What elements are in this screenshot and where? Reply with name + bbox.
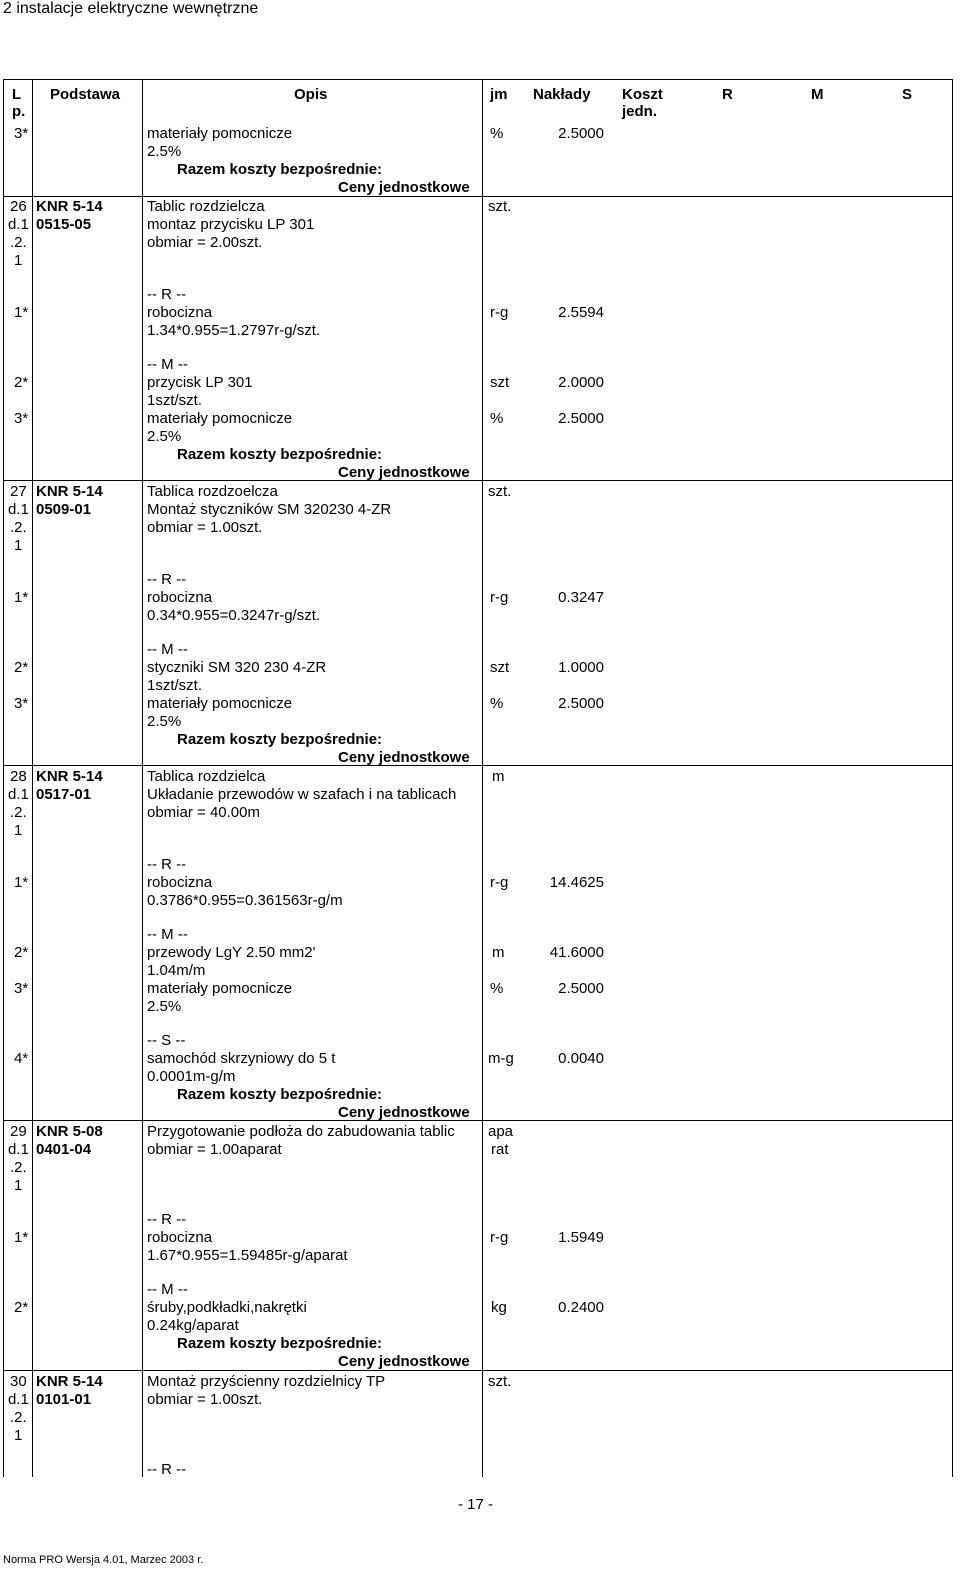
item-one: 1 bbox=[14, 537, 23, 554]
desc-2: Układanie przewodów w szafach i na tablicach bbox=[147, 786, 457, 803]
col-podstawa: Podstawa bbox=[50, 86, 121, 103]
row-divider bbox=[3, 1120, 953, 1121]
r-marker: -- R -- bbox=[147, 571, 187, 588]
table-right-border bbox=[952, 79, 953, 1477]
desc-2: obmiar = 1.00aparat bbox=[147, 1141, 282, 1158]
item-d1: d.1 bbox=[8, 1141, 29, 1158]
norm: 2.5% bbox=[147, 143, 182, 160]
m-marker: -- M -- bbox=[147, 926, 188, 943]
desc-1: Tablic rozdzielcza bbox=[147, 198, 265, 215]
m-value: 2.0000 bbox=[558, 374, 604, 391]
col-koszt: Koszt bbox=[622, 86, 663, 103]
m-name: śruby,podkładki,nakrętki bbox=[147, 1299, 307, 1316]
desc-1: Przygotowanie podłoża do zabudowania tablic bbox=[147, 1123, 455, 1140]
unit: % bbox=[490, 125, 504, 142]
lp: 3* bbox=[14, 980, 29, 997]
r-name: robocizna bbox=[147, 589, 213, 606]
m-unit: szt bbox=[490, 659, 510, 676]
value: 2.5000 bbox=[558, 125, 604, 142]
document-header: 2 instalacje elektryczne wewnętrzne bbox=[3, 0, 259, 17]
item-one: 1 bbox=[14, 1427, 23, 1444]
r-value: 14.4625 bbox=[549, 874, 604, 891]
m-marker: -- M -- bbox=[147, 641, 188, 658]
mat-name: materiały pomocnicze bbox=[147, 410, 293, 427]
desc-1: Tablica rozdzielca bbox=[147, 768, 266, 785]
item-one: 1 bbox=[14, 1177, 23, 1194]
item-number: 29 bbox=[10, 1123, 27, 1140]
knr: KNR 5-14 bbox=[36, 768, 103, 785]
m-unit: m bbox=[492, 944, 505, 961]
col-jm: jm bbox=[490, 86, 508, 103]
item-d2: .2. bbox=[10, 804, 27, 821]
m-value: 41.6000 bbox=[549, 944, 604, 961]
razem-label: Razem koszty bezpośrednie: bbox=[177, 446, 383, 463]
r-unit: r-g bbox=[490, 874, 509, 891]
lp: 2* bbox=[14, 659, 29, 676]
r-value: 1.5949 bbox=[558, 1229, 604, 1246]
item-d2: .2. bbox=[10, 519, 27, 536]
lp: 1* bbox=[14, 589, 29, 606]
table-left-border bbox=[3, 79, 4, 1477]
r-unit: r-g bbox=[490, 589, 509, 606]
table-top-border bbox=[3, 79, 953, 80]
col-naklady: Nakłady bbox=[533, 86, 591, 103]
mat-value: 2.5000 bbox=[558, 695, 604, 712]
lp: 1* bbox=[14, 1229, 29, 1246]
desc-3: obmiar = 2.00szt. bbox=[147, 234, 263, 251]
col-opis: Opis bbox=[294, 86, 328, 103]
column-divider bbox=[32, 79, 33, 1477]
r-norm: 1.67*0.955=1.59485r-g/aparat bbox=[147, 1247, 348, 1264]
lp: 3* bbox=[14, 695, 29, 712]
col-lp: L bbox=[12, 86, 22, 103]
m-value: 0.2400 bbox=[558, 1299, 604, 1316]
mat-name: materiały pomocnicze bbox=[147, 695, 293, 712]
desc: materiały pomocnicze bbox=[147, 125, 293, 142]
item-number: 26 bbox=[10, 198, 27, 215]
row-divider bbox=[3, 196, 953, 197]
mat-norm: 2.5% bbox=[147, 428, 182, 445]
razem-label: Razem koszty bezpośrednie: bbox=[177, 1086, 383, 1103]
lp: 1* bbox=[14, 874, 29, 891]
footer-note: Norma PRO Wersja 4.01, Marzec 2003 r. bbox=[3, 1554, 204, 1566]
m-norm: 0.24kg/aparat bbox=[147, 1317, 239, 1334]
r-marker: -- R -- bbox=[147, 856, 187, 873]
item-one: 1 bbox=[14, 252, 23, 269]
mat-value: 2.5000 bbox=[558, 980, 604, 997]
r-marker: -- R -- bbox=[147, 1461, 187, 1478]
desc-1: Tablica rozdzoelcza bbox=[147, 483, 278, 500]
desc-3: obmiar = 40.00m bbox=[147, 804, 260, 821]
item-d2: .2. bbox=[10, 1409, 27, 1426]
r-name: robocizna bbox=[147, 304, 213, 321]
item-one: 1 bbox=[14, 822, 23, 839]
ceny-label: Ceny jednostkowe bbox=[338, 1104, 470, 1121]
m-marker: -- M -- bbox=[147, 356, 188, 373]
knr-code: 0515-05 bbox=[36, 216, 92, 233]
unit: szt. bbox=[488, 483, 512, 500]
item-d1: d.1 bbox=[8, 216, 29, 233]
r-value: 2.5594 bbox=[558, 304, 604, 321]
unit-2: rat bbox=[491, 1141, 509, 1158]
lp: 1* bbox=[14, 304, 29, 321]
item-number: 28 bbox=[10, 768, 27, 785]
col-r: R bbox=[722, 86, 733, 103]
col-s: S bbox=[902, 86, 913, 103]
knr: KNR 5-14 bbox=[36, 1373, 103, 1390]
ceny-label: Ceny jednostkowe bbox=[338, 1353, 470, 1370]
mat-value: 2.5000 bbox=[558, 410, 604, 427]
s-value: 0.0040 bbox=[558, 1050, 604, 1067]
lp: 3* bbox=[14, 125, 29, 142]
m-name: przewody LgY 2.50 mm2' bbox=[147, 944, 316, 961]
m-name: przycisk LP 301 bbox=[147, 374, 253, 391]
s-unit: m-g bbox=[488, 1050, 514, 1067]
m-value: 1.0000 bbox=[558, 659, 604, 676]
mat-norm: 2.5% bbox=[147, 998, 182, 1015]
mat-name: materiały pomocnicze bbox=[147, 980, 293, 997]
desc-3: obmiar = 1.00szt. bbox=[147, 519, 263, 536]
mat-unit: % bbox=[490, 695, 504, 712]
knr-code: 0517-01 bbox=[36, 786, 92, 803]
item-d1: d.1 bbox=[8, 1391, 29, 1408]
m-marker: -- M -- bbox=[147, 1281, 188, 1298]
m-name: styczniki SM 320 230 4-ZR bbox=[147, 659, 327, 676]
s-marker: -- S -- bbox=[147, 1032, 186, 1049]
desc-2: obmiar = 1.00szt. bbox=[147, 1391, 263, 1408]
unit: apa bbox=[488, 1123, 514, 1140]
s-name: samochód skrzyniowy do 5 t bbox=[147, 1050, 336, 1067]
col-m: M bbox=[811, 86, 824, 103]
r-unit: r-g bbox=[490, 304, 509, 321]
m-unit: szt bbox=[490, 374, 510, 391]
m-unit: kg bbox=[491, 1299, 507, 1316]
knr: KNR 5-08 bbox=[36, 1123, 103, 1140]
item-number: 30 bbox=[10, 1373, 27, 1390]
r-marker: -- R -- bbox=[147, 286, 187, 303]
item-d2: .2. bbox=[10, 1159, 27, 1176]
razem-label: Razem koszty bezpośrednie: bbox=[177, 731, 383, 748]
r-value: 0.3247 bbox=[558, 589, 604, 606]
col-lp-2: p. bbox=[12, 103, 26, 120]
mat-unit: % bbox=[490, 410, 504, 427]
s-norm: 0.0001m-g/m bbox=[147, 1068, 236, 1085]
knr-code: 0401-04 bbox=[36, 1141, 92, 1158]
lp: 4* bbox=[14, 1050, 29, 1067]
r-norm: 0.3786*0.955=0.361563r-g/m bbox=[147, 892, 343, 909]
desc-2: Montaż styczników SM 320230 4-ZR bbox=[147, 501, 392, 518]
r-name: robocizna bbox=[147, 874, 213, 891]
item-number: 27 bbox=[10, 483, 27, 500]
knr: KNR 5-14 bbox=[36, 483, 103, 500]
r-name: robocizna bbox=[147, 1229, 213, 1246]
lp: 2* bbox=[14, 944, 29, 961]
page-number: - 17 - bbox=[458, 1496, 494, 1513]
column-divider bbox=[482, 79, 483, 1477]
ceny-label: Ceny jednostkowe bbox=[338, 749, 470, 766]
lp: 2* bbox=[14, 374, 29, 391]
unit: szt. bbox=[488, 1373, 512, 1390]
razem-label: Razem koszty bezpośrednie: bbox=[177, 161, 383, 178]
lp: 3* bbox=[14, 410, 29, 427]
desc-1: Montaż przyścienny rozdzielnicy TP bbox=[147, 1373, 386, 1390]
unit: szt. bbox=[488, 198, 512, 215]
r-unit: r-g bbox=[490, 1229, 509, 1246]
item-d2: .2. bbox=[10, 234, 27, 251]
knr: KNR 5-14 bbox=[36, 198, 103, 215]
knr-code: 0101-01 bbox=[36, 1391, 92, 1408]
unit: m bbox=[492, 768, 505, 785]
ceny-label: Ceny jednostkowe bbox=[338, 464, 470, 481]
r-norm: 1.34*0.955=1.2797r-g/szt. bbox=[147, 322, 321, 339]
ceny-label: Ceny jednostkowe bbox=[338, 179, 470, 196]
row-divider bbox=[3, 1370, 953, 1371]
r-norm: 0.34*0.955=0.3247r-g/szt. bbox=[147, 607, 321, 624]
m-norm: 1szt/szt. bbox=[147, 677, 203, 694]
column-divider bbox=[142, 79, 143, 1477]
m-norm: 1.04m/m bbox=[147, 962, 206, 979]
razem-label: Razem koszty bezpośrednie: bbox=[177, 1335, 383, 1352]
desc-2: montaz przycisku LP 301 bbox=[147, 216, 315, 233]
r-marker: -- R -- bbox=[147, 1211, 187, 1228]
mat-unit: % bbox=[490, 980, 504, 997]
item-d1: d.1 bbox=[8, 501, 29, 518]
row-divider bbox=[3, 480, 953, 481]
knr-code: 0509-01 bbox=[36, 501, 92, 518]
col-koszt-2: jedn. bbox=[622, 103, 658, 120]
mat-norm: 2.5% bbox=[147, 713, 182, 730]
item-d1: d.1 bbox=[8, 786, 29, 803]
lp: 2* bbox=[14, 1299, 29, 1316]
row-divider bbox=[3, 765, 953, 766]
m-norm: 1szt/szt. bbox=[147, 392, 203, 409]
